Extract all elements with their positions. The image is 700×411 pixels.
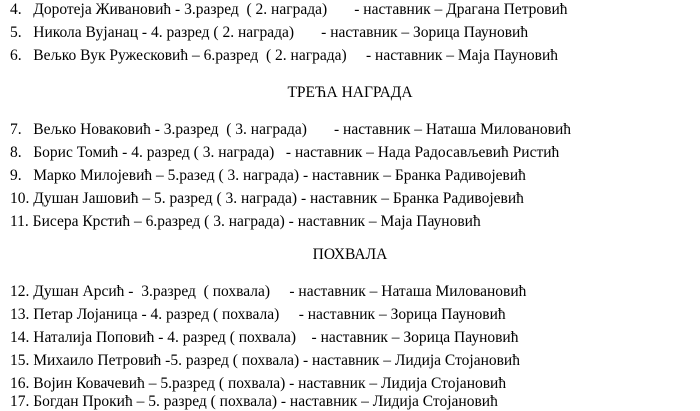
- list-item: 5. Никола Вујанац - 4. разред ( 2. награда) - наставник – Зорица Пауновић: [10, 24, 529, 41]
- list-item: 6. Вељко Вук Ружесковић – 6.разред ( 2. награда) - наставник – Маја Пауновић: [10, 47, 559, 64]
- list-item: 8. Борис Томић - 4. разред ( 3. награда) - наставник – Нада Радосављевић Ристић: [10, 144, 560, 161]
- list-item: 9. Марко Милојевић – 5.разед ( 3. награда) - наставник – Бранка Радивојевић: [10, 167, 526, 184]
- list-item: 14. Наталија Поповић - 4. разред ( похвала) - наставник – Зорица Пауновић: [10, 329, 519, 346]
- list-item: 10. Душан Јашовић – 5. разред ( 3. награда) - наставник – Бранка Радивојевић: [10, 190, 524, 207]
- list-item: 11. Бисера Крстић – 6.разред ( 3. награда) - наставник – Маја Пауновић: [10, 213, 481, 230]
- list-item: 12. Душан Арсић - 3.разред ( похвала) - наставник – Наташа Миловановић: [10, 283, 527, 300]
- list-item: 16. Војин Ковачевић – 5.разред ( похвала) - наставник – Лидија Стојановић: [10, 375, 507, 392]
- list-item: 4. Доротеја Живановић - 3.разред ( 2. награда) - наставник – Драгана Петровић: [10, 1, 568, 18]
- list-item: 7. Вељко Новаковић - 3.разред ( 3. награда) - наставник – Наташа Миловановић: [10, 121, 572, 138]
- section-heading-praise: ПОХВАЛА: [312, 246, 388, 263]
- list-item: 17. Богдан Прокић – 5. разред ( похвала) - наставник – Лидија Стојановић: [10, 393, 498, 410]
- section-heading-third-prize: ТРЕЋА НАГРАДА: [287, 84, 413, 101]
- list-item: 15. Михаило Петровић -5. разред ( похвала) - наставник – Лидија Стојановић: [10, 352, 520, 369]
- list-item: 13. Петар Лојаница - 4. разред ( похвала) - наставник – Зорица Пауновић: [10, 306, 506, 323]
- clipped-line-container: [0, 392, 700, 410]
